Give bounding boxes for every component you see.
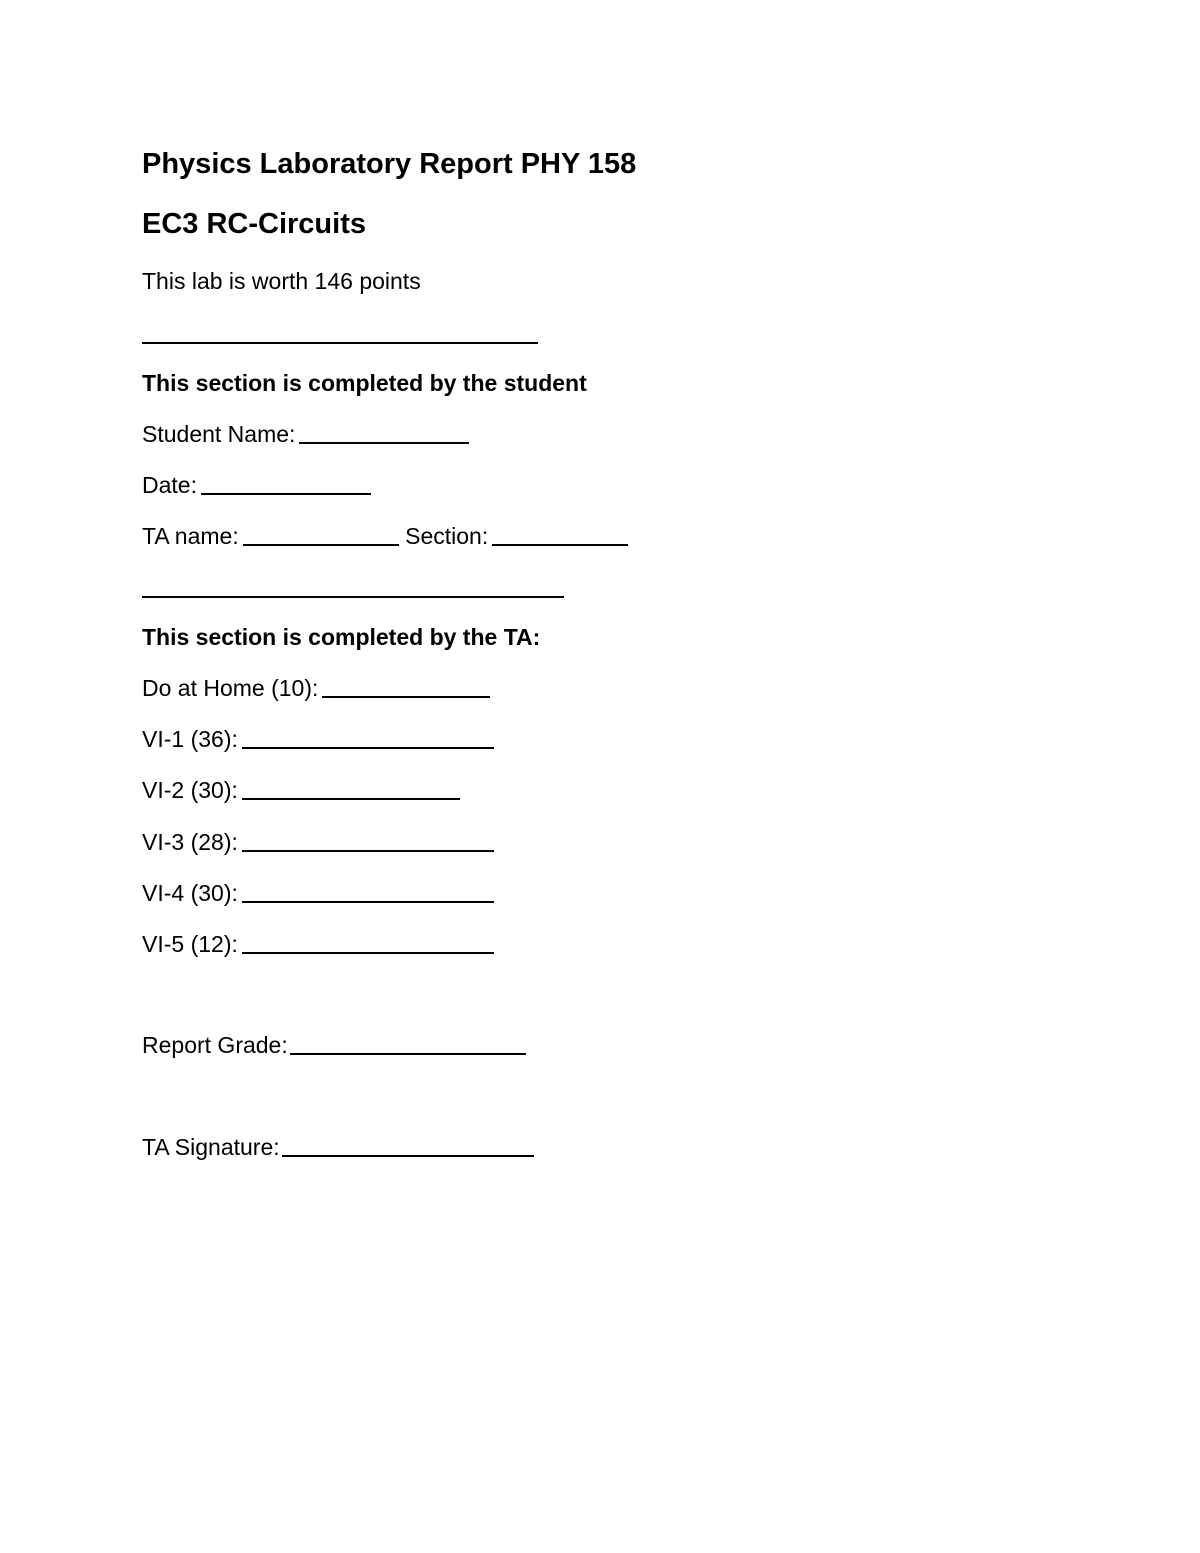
score-blank[interactable] [322, 695, 490, 698]
ta-signature-blank[interactable] [282, 1154, 534, 1157]
score-label: VI-1 (36): [142, 726, 238, 752]
student-name-blank[interactable] [299, 441, 469, 444]
points-worth-text: This lab is worth 146 points [142, 268, 421, 294]
score-row-vi-4 [142, 878, 494, 908]
score-row-vi-5 [142, 929, 494, 959]
ta-name-blank[interactable] [243, 543, 399, 546]
section-divider-middle [142, 596, 564, 598]
score-row-vi-2 [142, 775, 460, 805]
ta-name-label: TA name: [142, 523, 239, 549]
score-label: VI-5 (12): [142, 931, 238, 957]
score-row-vi-3 [142, 827, 494, 857]
section-divider-top [142, 342, 538, 344]
section-label: Section: [405, 523, 489, 549]
student-section-heading: This section is completed by the student [142, 370, 587, 396]
page-title: Physics Laboratory Report PHY 158 [142, 148, 637, 180]
score-blank[interactable] [242, 951, 494, 954]
report-grade-blank[interactable] [290, 1052, 526, 1055]
report-grade-label: Report Grade: [142, 1032, 288, 1058]
score-blank[interactable] [242, 746, 494, 749]
date-blank[interactable] [201, 492, 371, 495]
ta-signature-label: TA Signature: [142, 1134, 280, 1160]
score-label: Do at Home (10): [142, 675, 319, 701]
score-row-vi-1 [142, 724, 494, 754]
date-label: Date: [142, 472, 197, 498]
score-blank[interactable] [242, 900, 494, 903]
score-blank[interactable] [242, 849, 494, 852]
score-label: VI-3 (28): [142, 829, 238, 855]
report-grade-row [142, 1030, 526, 1060]
ta-name-section-row [142, 521, 628, 551]
score-blank[interactable] [242, 797, 460, 800]
section-blank[interactable] [492, 543, 628, 546]
score-label: VI-2 (30): [142, 777, 238, 803]
ta-section-heading: This section is completed by the TA: [142, 624, 541, 650]
student-name-label: Student Name: [142, 421, 296, 447]
score-row-do-at-home [142, 673, 490, 703]
ta-signature-row [142, 1132, 534, 1162]
date-row [142, 470, 371, 500]
score-label: VI-4 (30): [142, 880, 238, 906]
student-name-row [142, 419, 469, 449]
lab-subtitle: EC3 RC-Circuits [142, 208, 366, 240]
